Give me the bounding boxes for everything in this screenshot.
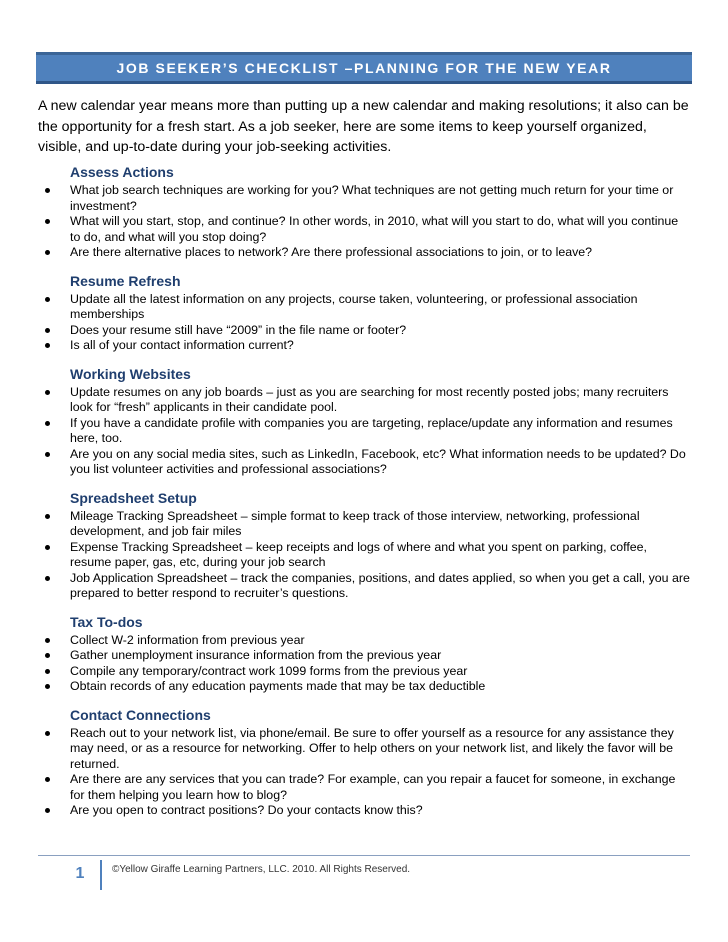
list-item-text: Reach out to your network list, via phone/email. Be sure to offer yourself as a resource for any assistance they may need, or as a resource for networking. Offer to help others on your network list, and likely the favor will be returned. [70,725,674,771]
footer-rule [38,855,690,856]
section-heading: Working Websites [70,365,191,382]
list-item [38,338,690,354]
list-item-text: Gather unemployment insurance information from the previous year [70,648,442,662]
checklist-items [38,385,690,478]
bullet-icon [45,343,50,348]
list-item [38,648,690,664]
list-item [38,245,690,261]
list-item-text: If you have a candidate profile with companies you are targeting, replace/update any information and resumes here, too. [70,415,673,445]
list-item-text: What job search techniques are working for you? What techniques are not getting much return for your time or investment? [70,183,674,213]
list-item [38,772,690,803]
bullet-icon [45,297,50,302]
list-item-text: Job Application Spreadsheet – track the companies, positions, and dates applied, so when you get a call, you are prepared to better respond to recruiter’s questions. [70,570,690,600]
section-heading: Resume Refresh [70,272,181,289]
bullet-icon [45,684,50,689]
checklist-items [38,633,690,695]
list-item [38,416,690,447]
checklist-items [38,509,690,602]
copyright-notice: ©Yellow Giraffe Learning Partners, LLC. 2010. All Rights Reserved. [112,864,411,875]
list-item-text: Mileage Tracking Spreadsheet – simple format to keep track of those interview, networking, professional development, and job fair miles [70,508,640,538]
page-number: 1 [75,865,85,882]
list-item [38,323,690,339]
list-item-text: Does your resume still have “2009” in the file name or footer? [70,322,407,337]
checklist-items [38,726,690,819]
title-banner [36,52,692,84]
bullet-icon [45,390,50,395]
list-item [38,803,690,819]
checklist-section [38,706,690,819]
checklist-section [38,163,690,261]
list-item [38,447,690,478]
list-item-text: Obtain records of any education payments made that may be tax deductible [70,679,486,693]
list-item-text: Is all of your contact information current? [70,338,294,352]
list-item [38,292,690,323]
list-item-text: Compile any temporary/contract work 1099 forms from the previous year [70,663,468,678]
checklist-section [38,489,690,602]
list-item-text: Update resumes on any job boards – just as you are searching for most recently posted jobs; many recruiters look for “fresh” applicants in their candidate pool. [70,384,669,414]
checklist-content [38,163,690,830]
bullet-icon [45,452,50,457]
list-item-text: Collect W-2 information from previous year [70,632,305,647]
list-item-text: Are you open to contract positions? Do your contacts know this? [70,803,423,817]
section-heading: Tax To-dos [70,613,143,630]
bullet-icon [45,638,50,643]
bullet-icon [45,188,50,193]
document-title: JOB SEEKER’S CHECKLIST –PLANNING FOR THE NEW YEAR [116,60,612,76]
list-item [38,679,690,695]
list-item-text: Are there alternative places to network? Are there professional associations to join, or to leave? [70,245,593,259]
bullet-icon [45,421,50,426]
list-item [38,509,690,540]
bullet-icon [45,576,50,581]
list-item [38,540,690,571]
list-item [38,214,690,245]
checklist-section [38,365,690,478]
bullet-icon [45,219,50,224]
bullet-icon [45,653,50,658]
list-item [38,385,690,416]
checklist-items [38,183,690,261]
bullet-icon [45,731,50,736]
list-item-text: Are you on any social media sites, such as LinkedIn, Facebook, etc? What information needs to be updated? Do you list volunteer activities and professional associations? [70,446,686,476]
list-item [38,183,690,214]
section-heading: Assess Actions [70,164,174,180]
footer-separator [100,860,102,890]
list-item [38,726,690,773]
bullet-icon [45,250,50,255]
bullet-icon [45,545,50,550]
list-item [38,571,690,602]
intro-paragraph: A new calendar year means more than putting up a new calendar and making resolutions; it also can be the opportunity for a fresh start. As a job seeker, here are some items to keep yourself organized, visible, and up-to-date during your job-seeking activities. [38,98,689,155]
list-item-text: Update all the latest information on any projects, course taken, volunteering, or professional association memberships [70,291,638,321]
bullet-icon [45,777,50,782]
list-item [38,633,690,649]
list-item [38,664,690,680]
page-footer [60,860,410,890]
list-item-text: Are there are any services that you can trade? For example, can you repair a faucet for someone, in exchange for them helping you learn how to blog? [70,772,676,802]
list-item-text: What will you start, stop, and continue? In other words, in 2010, what will you start to do, what will you continue to do, and what will you stop doing? [70,214,679,244]
bullet-icon [45,328,50,333]
checklist-section [38,613,690,695]
section-heading: Contact Connections [70,706,211,723]
bullet-icon [45,669,50,674]
bullet-icon [45,514,50,519]
checklist-section [38,272,690,354]
list-item-text: Expense Tracking Spreadsheet – keep receipts and logs of where and what you spent on parking, coffee, resume paper, gas, etc, during your job search [70,539,647,569]
checklist-items [38,292,690,354]
section-heading: Spreadsheet Setup [70,489,197,506]
bullet-icon [45,808,50,813]
